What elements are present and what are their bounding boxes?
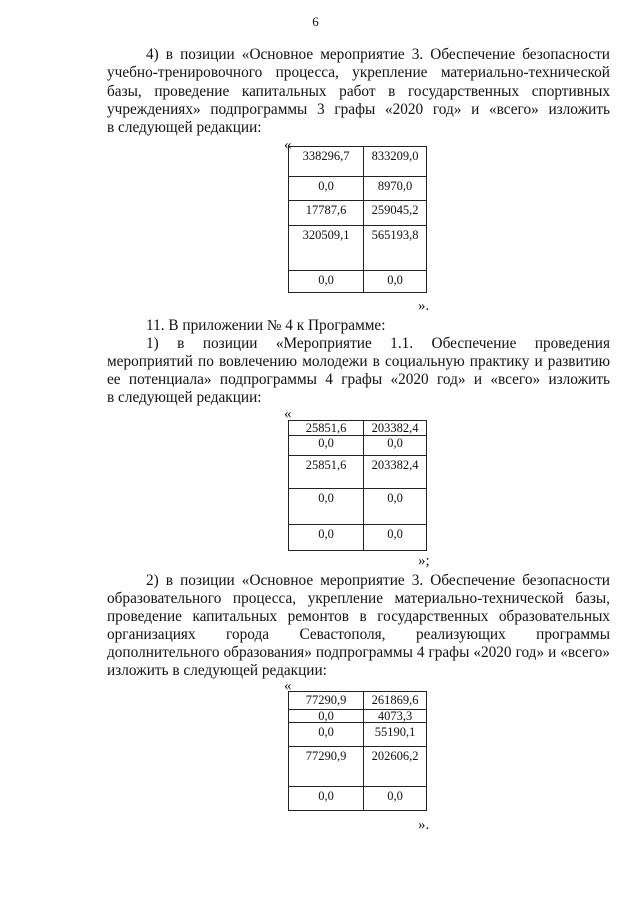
table-row bbox=[289, 710, 427, 723]
table-cell: 833209,0 bbox=[364, 147, 427, 177]
table-cell: 77290,9 bbox=[289, 692, 364, 710]
table-cell: 25851,6 bbox=[289, 421, 364, 436]
s11-item2-line-2: образовательного процесса, укрепление материально-технической базы, bbox=[107, 590, 610, 607]
item4-line-2: учебно-тренировочного процесса, укрепление материально-технической bbox=[107, 64, 610, 81]
table-cell: 565193,8 bbox=[364, 226, 427, 271]
item4-line-4: учреждениях» подпрограммы 3 графы «2020 год» и «всего» изложить bbox=[107, 101, 610, 118]
table-row bbox=[289, 787, 427, 811]
s11-item1-line-2: мероприятий по вовлечению молодежи в социальную практику и развитию bbox=[107, 353, 610, 370]
table-cell: 17787,6 bbox=[289, 201, 364, 226]
table-cell: 0,0 bbox=[364, 489, 427, 525]
table-cell: 203382,4 bbox=[364, 421, 427, 436]
table-row bbox=[289, 421, 427, 436]
table-cell: 0,0 bbox=[289, 177, 364, 201]
s11-item1-open-quote: « bbox=[284, 406, 292, 422]
s11-item1-values-table bbox=[288, 420, 427, 551]
table-cell: 0,0 bbox=[364, 787, 427, 811]
table-cell: 0,0 bbox=[289, 723, 364, 747]
table-row bbox=[289, 692, 427, 710]
table-cell: 8970,0 bbox=[364, 177, 427, 201]
table-cell: 0,0 bbox=[364, 271, 427, 293]
table-cell: 0,0 bbox=[289, 436, 364, 456]
table-cell: 77290,9 bbox=[289, 747, 364, 787]
table-cell: 203382,4 bbox=[364, 456, 427, 489]
table-row bbox=[289, 525, 427, 551]
table-cell: 0,0 bbox=[364, 436, 427, 456]
s11-item1-close-quote: »; bbox=[418, 553, 430, 569]
page-number: 6 bbox=[312, 14, 319, 29]
table-cell: 0,0 bbox=[289, 787, 364, 811]
table-row bbox=[289, 271, 427, 293]
table-cell: 0,0 bbox=[289, 271, 364, 293]
table-row bbox=[289, 201, 427, 226]
table-cell: 261869,6 bbox=[364, 692, 427, 710]
s11-item1-line-3: ее потенциала» подпрограммы 4 графы «2020 год» и «всего» изложить bbox=[107, 371, 610, 388]
section11-heading: 11. В приложении № 4 к Программе: bbox=[146, 317, 386, 334]
s11-item2-line-1: 2) в позиции «Основное мероприятие 3. Обеспечение безопасности bbox=[146, 572, 610, 589]
item4-line-5: в следующей редакции: bbox=[107, 119, 262, 136]
s11-item2-close-quote: ». bbox=[418, 817, 430, 833]
table-cell: 0,0 bbox=[364, 525, 427, 551]
item4-line-1: 4) в позиции «Основное мероприятие 3. Обеспечение безопасности bbox=[146, 46, 610, 63]
s11-item2-values-table bbox=[288, 691, 427, 811]
item4-open-quote: « bbox=[284, 137, 292, 153]
s11-item1-line-1: 1) в позиции «Мероприятие 1.1. Обеспечение проведения bbox=[146, 335, 610, 352]
table-row bbox=[289, 226, 427, 271]
table-row bbox=[289, 147, 427, 177]
table-cell: 55190,1 bbox=[364, 723, 427, 747]
table-cell: 259045,2 bbox=[364, 201, 427, 226]
table-cell: 0,0 bbox=[289, 525, 364, 551]
table-cell: 4073,3 bbox=[364, 710, 427, 723]
s11-item2-line-6: изложить в следующей редакции: bbox=[107, 662, 327, 679]
s11-item1-line-4: в следующей редакции: bbox=[107, 389, 262, 406]
s11-item2-line-4: организациях города Севастополя, реализующих программы bbox=[107, 626, 610, 643]
table-row bbox=[289, 436, 427, 456]
s11-item2-open-quote: « bbox=[284, 678, 292, 694]
table-cell: 338296,7 bbox=[289, 147, 364, 177]
table-row bbox=[289, 456, 427, 489]
table-cell: 320509,1 bbox=[289, 226, 364, 271]
table-cell: 0,0 bbox=[289, 489, 364, 525]
table-row bbox=[289, 747, 427, 787]
table-row bbox=[289, 489, 427, 525]
item4-values-table bbox=[288, 146, 427, 293]
table-row bbox=[289, 177, 427, 201]
item4-line-3: базы, проведение капитальных работ в государственных спортивных bbox=[107, 83, 610, 100]
s11-item2-line-3: проведение капитальных ремонтов в государственных образовательных bbox=[107, 608, 610, 625]
table-cell: 202606,2 bbox=[364, 747, 427, 787]
table-row bbox=[289, 723, 427, 747]
s11-item2-line-5: дополнительного образования» подпрограммы 4 графы «2020 год» и «всего» bbox=[107, 644, 610, 661]
item4-close-quote: ». bbox=[418, 298, 430, 314]
table-cell: 25851,6 bbox=[289, 456, 364, 489]
table-cell: 0,0 bbox=[289, 710, 364, 723]
